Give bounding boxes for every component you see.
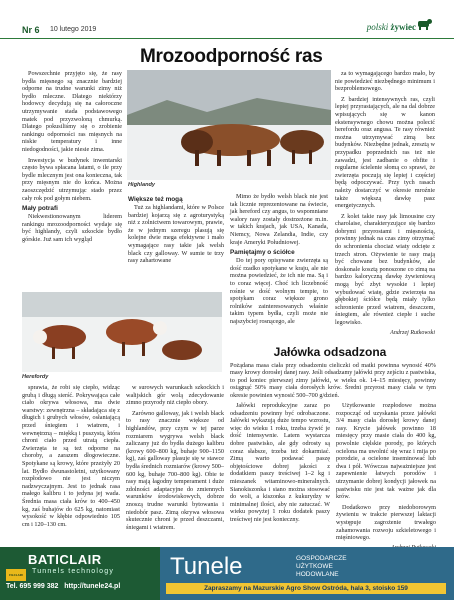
ad-product: Tunele xyxy=(170,553,243,580)
photo-caption: Herefordy xyxy=(22,374,49,380)
paragraph: Dodatkowo przy niedoborowym żywieniu w trakcie pierwszej laktacji występuje zagrożenie trwałego zahamowania rozwoju szkieletowego i mięśniowego. xyxy=(336,503,436,542)
paragraph: Z kolei takie rasy jak limousine czy charolaise, charakteryzujące się bardzo dobrymi przyrostami i mięsnością, powinny jednak na czas zimy otrzymać do schronienia chociaż wiaty odcięte z trzech stron. Ożywienie te rasy mają być chowane bez budynków, ale doskonale kosztą ponoszone co zimą na bardzo kaloryczną dawkę żywieniową mogą być zbyt wysokie i lepiej wybudować wiatę, gdzie zwierzęta na głębokiej ściółce będą miały tylko schronienie przed wiatrem, deszczem, śniegiem, ale również ciepłe i suche legowisko. xyxy=(335,212,435,326)
paragraph: Do tej pory opisywane zwierzęta są dość rzadko spotykane w kraju, ale nie można powiedzieć, że ich nie ma. Są i to coraz więcej. Choć ich liczebność rośnie w dość wolnym tempie, to spotykam coraz większe grono rolników zainteresowanych właśnie takim typem bydła, czyli może nie najszybciej rosnącego, ale xyxy=(230,257,328,325)
paragraph: sprawia, że robi się ciepło, widząc grubą i długą sierść. Pokrywająca całe ciało okrywa włosowa, ma dwie warstwy: zewnętrzna – składająca się z długich i grubych włosów, osłaniającą przed śniegiem i wiatrem, i wewnętrzną – miękką i puszystą, która chroni ciało przed utratą ciepła. Zwierzęta te są też odporne na choroby, a zarazem dłogowieczne. Spotykane są krowy, które przeżyły 20 lat. Bydło dwunastoletni, użytkowany rozpłodowo nie jest niczym nadzwyczajnym. Jest to jednak rasa małego kalibru i to jedyna jej wada. Średnia masa ciała krów to 400–450 kg, zaś buhajów do 625 kg, natomiast wysokość w kłębie odpowiednio 105 cm i 120–130 cm. xyxy=(22,384,120,528)
ad-product-sub: GOSPODARCZE UŻYTKOWE HODOWLANE xyxy=(296,555,347,578)
paragraph: Zarówno galloway, jak i welsh black to rasy znacznie większe od highlandów, przy czym w tej parze rozmiarem wygrywa welsh black zaliczany już do bydła dużego kalibru (krowy 600–800 kg, buhaje 900–1150 kg), zaś galloway plasuje się w stawce bydła średnich rozmiarów (krowy 500–600 kg, buhaje 700–800 kg). Obie te rasy mają łagodny temperament i duże zdolności adaptacyjne do zmiennych warunków środowiskowych, dobrze znoszą trudne warunki bytowania i niedobór pasz. Zimą okrywa włosowa skutecznie chroni je przed deszczami, śniegami i wiatrem. xyxy=(126,409,224,531)
ad-tagline: Tunnels technology xyxy=(32,568,115,575)
jalowka-col-1 xyxy=(230,402,330,527)
advertisement-banner xyxy=(0,547,454,600)
paragraph: Inwestycja w budynek inwentarski często bywa spłacana latami, o ile przy bydle mlecznym jest ona konieczna, tak przy mięsnym nie do końca. Można zaoszczędzić utrzymując stado przez cały rok pod gołym niebem. xyxy=(22,156,122,202)
paragraph: Niekwestionowanym liderem rankingu mrozoodporności wydaje się być highlandy, czyli szkockie bydło górskie. Już sam ich wygląd xyxy=(22,213,122,243)
header-rule xyxy=(0,38,454,39)
column-2b xyxy=(230,193,328,329)
ad-brand: BATICLAIR xyxy=(28,552,102,567)
paragraph: w surowych warunkach szkockich i walijskich gór wolą zdecydowanie zimno przyrody niż ciepło obory. xyxy=(126,384,224,407)
highland-photo xyxy=(127,70,331,180)
column-2-bottom xyxy=(126,384,224,534)
subheading: Pamiętajmy o ściółce xyxy=(230,249,295,257)
filclair-badge: FILCLAIR xyxy=(6,569,26,581)
paragraph: Mimo że bydło welsh black nie jest tak licznie reprezentowane na świecie, jak hereford czy angus, to wspomniane walory rasy zostały dostrzeżone m.in. w takich krajach, jak USA, Kanada, Niemcy, Nowa Zelandia, Indie, czy kraje Ameryki Południowej. xyxy=(230,193,328,246)
subheading: Mały potrafi xyxy=(22,205,58,213)
column-2 xyxy=(128,193,224,268)
column-1 xyxy=(22,70,122,246)
column-3 xyxy=(335,70,435,337)
jalowka-col-2 xyxy=(336,402,436,552)
paragraph: Tuż za highlandami, które w Polsce bardziej kojarzą się z agroturystyką niż z zolnictwem towarowym, prawie, że w jednym szeregu plasują się kolejne dwie mega efektywne i mało wymagające rasy takie jak welsh black czy galloway. W sumie te trzy rasy zahartowane xyxy=(128,204,224,265)
hereford-photo xyxy=(22,292,222,372)
author: Andrzej Rutkowski xyxy=(390,329,435,336)
publication-logo: polski żywiec xyxy=(366,22,416,32)
ad-contact: Tel. 695 999 382 http://tunele24.pl xyxy=(6,583,121,590)
paragraph: Użytkowanie rozpłodowe można rozpocząć od uzyskania przez jałówki 3/4 masy ciała dorosłej krowy danej rasy. Krycie jałówek powinno 18 miesięcy przy masie ciała do 400 kg, powolnie cięlskie porody, po których ocielona ma uwolnić się wraz i mija po porodzie, a ocielone inseminować lub dwa i pół. Wówczas najważniejsze jest zapewnienie łatwych porodów i utrzymanie dobrej kondycji jałowek na pastwisku nie jest tak ważne jak dla krów. xyxy=(336,402,436,501)
section-lead: Pożądana masa ciała przy odsadzeniu cieliczki od matki powinna wynosić 40% masy krowy dorosłej danej rasy. Jeśli odsadzamy jałówki przy zejściu z pastwiska, to pod koniec pierwszej zimy jałówki, w wieku ok. 14–15 miesięcy, powinny osiągnąć 50% masy ciała dorosłych krów. Średni przyrost masy ciała w tym okresie powinien wynosić 500–700 g/dzień. xyxy=(230,362,436,399)
issue-date: 10 lutego 2019 xyxy=(50,26,97,33)
article-title: Mrozoodporność ras xyxy=(140,46,323,67)
paragraph: Powszechnie przyjęto się, że rasy bydła mięsnego są znacznie bardziej odporne na trudne warunki zimy niż bydło mleczne. Dlatego niektórzy hodowcy decydują się na całoroczne utrzymywanie stada podstawowego matek pod przyzwoloną chmurką. Dlatego pokusiliśmy się o zrobienie rankingu odporności ras mięsnych na niskie temperatury i inne niedogodności, jakie niesie zima. xyxy=(22,70,122,153)
cow-icon xyxy=(416,17,432,31)
issue-number: Nr 6 xyxy=(22,25,40,35)
subheading: Większe też mogą xyxy=(128,196,183,203)
page-header xyxy=(0,0,454,40)
paragraph: Z bardziej intensywnych ras, czyli lepiej przyrastających, ale na dal dobrze wpisujących się w kanon ekstensywnego chowu można polecić herefordu oraz angusa. Te rasy również można utrzymywać zimą bez budynków. Niezbędne jednak, zresztą w przypadku poprzednich ras też nie zawadzi, jest zadbanie o obfite i regularne ścielenie słomą co sprawi, że zwierzęta poczują się lepiej i częściej będą odpoczywać. Przy tych rasach należy dostarczyć w okresie mroźnie także większą dawkę pasz energetycznych. xyxy=(335,95,435,210)
ad-invitation: Zapraszamy na Mazurskie Agro Show Ostróda, hala 3, stoisko 159 xyxy=(166,583,446,594)
column-1-bottom xyxy=(22,384,120,531)
photo-caption: Highlandy xyxy=(128,182,156,188)
paragraph: za to wymagającego bardzo mało, by nie powiedzieć niezbędnego minimum i bezproblemowego. xyxy=(335,70,435,93)
paragraph: Jałówki reprodukcyjne zaraz po odsadzeniu powinny być odrobaczone. Jałówki wykazują duże tempo wzrostu, więc do wieku 1 roku, trzeba żywić je dość intensywnie. Latem wystarcza dobre pastwisko, ale gdy odrosty są coraz słabsze, trzeba też dokarmiać. Zimą warto podawać paszę objętościowe dobrej jakości z dodatkiem paszy treściwej 1–2 kg i mieszanek witaminowo-mineralnych. Sianokiszonka i siano można stosować do woli, a kiszonka z kukurydzy w minimalnej ilości, aby nie zatuczać. W wieku powyżej 1 roku dodatek paszy treściwej nie jest konieczny. xyxy=(230,402,330,523)
section-title: Jałówka odsadzona xyxy=(273,345,387,359)
